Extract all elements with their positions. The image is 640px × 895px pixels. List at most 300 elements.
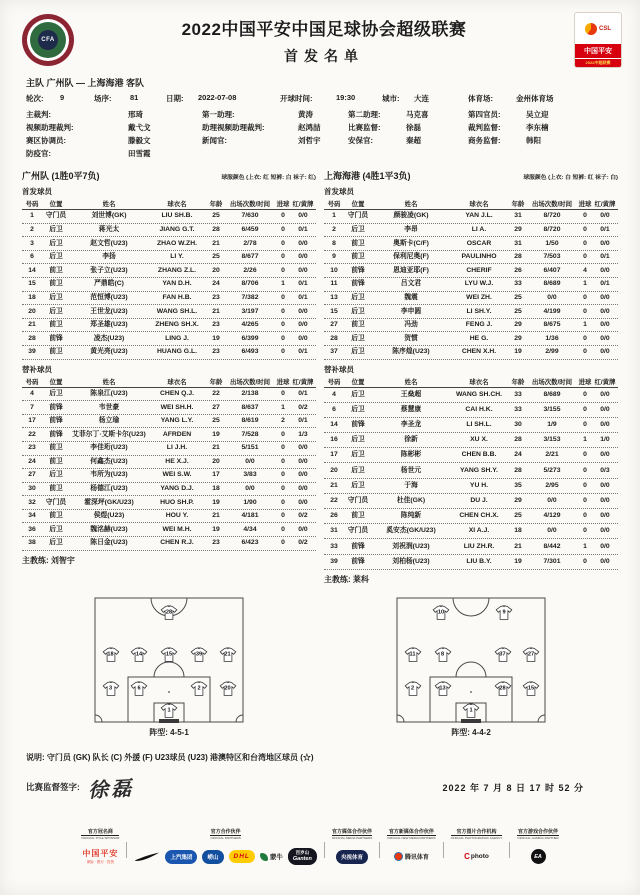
player-name: 奚安杰(GK/U23) <box>386 527 436 535</box>
official-label: 视频助理裁判: <box>26 123 74 132</box>
info-label: 场序: <box>94 94 112 103</box>
player-position: 前锋 <box>49 334 63 342</box>
player-apps: 8/689 <box>543 390 561 398</box>
player-cards: 0/0 <box>600 542 610 550</box>
player-age: 33 <box>514 390 522 398</box>
player-jersey-name: PAULINHO <box>461 253 497 261</box>
player-jersey-name: YANG SH.Y. <box>460 466 498 474</box>
player-name: 陈泉江(U23) <box>90 389 128 397</box>
player-cards: 0/1 <box>298 293 308 301</box>
player-jersey-name: WEI SH.H. <box>160 403 194 411</box>
jersey-number: 2 <box>197 685 201 692</box>
player-cards: 0/0 <box>600 334 610 342</box>
player-goals: 0 <box>281 293 285 301</box>
column-header: 年龄 <box>511 201 525 208</box>
jersey-number: 28 <box>499 685 506 692</box>
player-age: 17 <box>212 471 220 479</box>
player-row <box>22 537 316 551</box>
player-age: 19 <box>514 348 522 356</box>
player-age: 25 <box>514 293 522 301</box>
player-row <box>324 463 618 478</box>
player-position: 后卫 <box>49 389 63 397</box>
player-apps: 8/442 <box>543 542 561 550</box>
player-name: 严鼎皓(C) <box>94 280 124 288</box>
player-position: 前卫 <box>49 485 63 493</box>
player-age: 33 <box>514 280 522 288</box>
player-age: 29 <box>514 321 522 329</box>
player-position: 前卫 <box>351 512 365 520</box>
column-header: 位置 <box>49 378 63 386</box>
player-goals: 0 <box>583 466 587 474</box>
cfa-logo-text: CFA <box>38 30 58 50</box>
column-header: 姓名 <box>102 378 116 386</box>
player-apps: 3/197 <box>241 307 259 315</box>
player-age: 23 <box>212 293 220 301</box>
tencent-sports-logo: 腾讯体育 <box>394 852 429 861</box>
jersey-icon <box>404 681 421 696</box>
player-number: 2 <box>332 225 336 233</box>
player-age: 24 <box>212 280 220 288</box>
player-goals: 0 <box>583 239 587 247</box>
player-jersey-name: YAN D.H. <box>162 280 192 288</box>
player-name: 侯煜(U23) <box>93 512 125 520</box>
column-header: 位置 <box>49 201 63 208</box>
player-row <box>324 479 618 494</box>
sponsor-group-label: 官方游戏合作伙伴 <box>518 828 559 835</box>
header <box>0 0 640 68</box>
jersey-number: 9 <box>502 609 506 616</box>
player-number: 37 <box>330 348 338 356</box>
sponsor-group-label-en: OFFICIAL TITLE SPONSOR <box>81 835 120 840</box>
player-row <box>324 388 618 403</box>
player-age: 28 <box>514 253 522 261</box>
player-name: 郑圣雄(U23) <box>90 321 128 329</box>
player-goals: 0 <box>583 212 587 220</box>
sponsor-group-gaming <box>517 828 558 866</box>
player-goals: 4 <box>583 266 587 274</box>
player-age: 27 <box>212 403 220 411</box>
player-position: 后卫 <box>351 466 365 474</box>
sponsor-group-label-en: OFFICIAL PARTNERS <box>210 835 241 840</box>
player-age: 20 <box>212 457 220 465</box>
away-subs-table <box>324 388 618 570</box>
player-jersey-name: WEI S.W. <box>162 471 192 479</box>
player-cards: 0/1 <box>600 225 610 233</box>
player-cards: 0/0 <box>298 253 308 261</box>
player-name: 李圣龙 <box>400 421 422 429</box>
jersey-icon <box>219 647 236 662</box>
player-row <box>22 415 316 429</box>
player-name: 徐新 <box>404 436 418 444</box>
jersey-icon <box>161 647 178 662</box>
officials-row <box>26 148 614 159</box>
player-name: 霍深坪(GK/U23) <box>84 498 134 506</box>
player-name: 刘柏杨(U23) <box>392 557 430 565</box>
player-position: 后卫 <box>351 348 365 356</box>
jersey-icon <box>523 647 540 662</box>
column-header: 红/黄牌 <box>594 201 616 208</box>
player-name: 韦所为(U23) <box>90 471 128 479</box>
player-age: 23 <box>212 539 220 547</box>
footer-separator <box>509 842 510 858</box>
player-number: 30 <box>28 485 36 493</box>
info-label: 轮次: <box>26 94 44 103</box>
official-label: 裁判监督: <box>468 123 501 132</box>
home-formation <box>22 597 316 738</box>
player-jersey-name: CHEN B.B. <box>461 451 497 459</box>
officials-row <box>26 122 614 133</box>
home-kit-colors: 球服颜色 (上衣: 红 短裤: 白 袜子: 红) <box>221 175 316 181</box>
player-number: 10 <box>330 266 338 274</box>
player-row <box>22 305 316 319</box>
official-label: 第一助理: <box>202 110 235 119</box>
jersey-icon <box>102 681 119 696</box>
player-name: 吕文君 <box>400 280 422 288</box>
player-position: 后卫 <box>49 239 63 247</box>
player-apps: 2/78 <box>243 239 257 247</box>
player-age: 21 <box>212 239 220 247</box>
jersey-number: 11 <box>409 651 416 658</box>
player-jersey-name: ZHAO W.ZH. <box>156 239 198 247</box>
player-age: 25 <box>212 417 220 425</box>
player-goals: 0 <box>281 430 285 438</box>
jersey-icon <box>219 681 236 696</box>
player-cards: 0/0 <box>600 451 610 459</box>
player-number: 3 <box>30 239 34 247</box>
away-coach-label: 主教练: <box>324 574 351 584</box>
player-number: 39 <box>330 557 338 565</box>
player-row <box>22 523 316 537</box>
info-label: 开球时间: <box>280 94 313 103</box>
player-number: 14 <box>28 266 36 274</box>
official-label: 助理视频助理裁判: <box>202 123 265 132</box>
player-goals: 0 <box>281 525 285 533</box>
mengniu-logo: 蒙牛 <box>260 852 283 861</box>
player-number: 39 <box>28 348 36 356</box>
player-number: 20 <box>28 307 36 315</box>
player-cards: 0/0 <box>298 444 308 452</box>
home-coach-label: 主教练: <box>22 555 49 565</box>
official-name: 田雪霞 <box>128 149 151 158</box>
jersey-number: 6 <box>137 685 141 692</box>
player-row <box>22 332 316 346</box>
player-cards: 1/3 <box>298 430 308 438</box>
player-jersey-name: FAN H.B. <box>162 293 192 301</box>
official-name: 黄涛 <box>298 110 313 119</box>
player-apps: 3/83 <box>243 471 257 479</box>
player-goals: 0 <box>583 390 587 398</box>
footer-separator <box>443 842 444 858</box>
column-header: 姓名 <box>404 378 418 386</box>
player-number: 8 <box>332 239 336 247</box>
jersey-number: 15 <box>527 685 535 692</box>
player-position: 后卫 <box>49 225 63 233</box>
player-cards: 1/0 <box>600 436 610 444</box>
player-row <box>324 237 618 251</box>
player-goals: 0 <box>281 212 285 220</box>
player-position: 前锋 <box>351 542 365 550</box>
column-header: 出场次数/时间 <box>531 201 573 208</box>
player-goals: 2 <box>281 417 285 425</box>
player-jersey-name: CHEN X.H. <box>461 348 497 356</box>
player-position: 后卫 <box>49 293 63 301</box>
player-name: 陈彬彬 <box>400 451 422 459</box>
player-number: 1 <box>30 212 34 220</box>
player-age: 21 <box>212 444 220 452</box>
player-age: 28 <box>212 225 220 233</box>
player-apps: 4/265 <box>241 321 259 329</box>
jersey-icon <box>434 647 451 662</box>
player-position: 后卫 <box>351 481 365 489</box>
player-jersey-name: ZHANG Z.L. <box>157 266 197 274</box>
player-apps: 8/619 <box>241 417 259 425</box>
player-apps: 4/129 <box>543 512 561 520</box>
jersey-number: 39 <box>195 651 203 658</box>
jersey-icon <box>463 704 480 719</box>
home-subs-label: 替补球员 <box>22 364 52 374</box>
jersey-icon <box>131 681 148 696</box>
player-row <box>22 388 316 402</box>
player-row <box>22 278 316 292</box>
player-row <box>324 494 618 509</box>
player-row <box>324 433 618 448</box>
player-name: 张子立(U23) <box>90 266 128 274</box>
jersey-number: 1 <box>167 707 171 714</box>
player-age: 21 <box>212 307 220 315</box>
official-label: 赛区协调员: <box>26 136 66 145</box>
jersey-icon <box>494 647 511 662</box>
player-cards: 0/0 <box>600 212 610 220</box>
player-cards: 0/2 <box>298 403 308 411</box>
player-apps: 2/138 <box>241 389 259 397</box>
info-label: 体育场: <box>468 94 493 103</box>
player-row <box>22 237 316 251</box>
player-jersey-name: HOU Y. <box>165 512 189 520</box>
player-row <box>22 292 316 306</box>
jersey-number: 3 <box>108 685 113 692</box>
official-name: 马克喜 <box>406 110 429 119</box>
column-header: 球衣名 <box>469 201 489 208</box>
player-row <box>324 264 618 278</box>
column-header: 进球 <box>276 378 290 386</box>
footer-separator <box>379 842 380 858</box>
player-goals: 0 <box>281 253 285 261</box>
info-value: 9 <box>60 93 65 102</box>
player-cards: 0/0 <box>600 293 610 301</box>
player-age: 25 <box>514 307 522 315</box>
player-cards: 0/0 <box>600 266 610 274</box>
player-apps: 8/720 <box>543 212 561 220</box>
player-jersey-name: AFRDEN <box>162 430 192 438</box>
player-jersey-name: LIU SH.B. <box>161 212 193 220</box>
player-apps: 6/407 <box>543 266 561 274</box>
player-apps: 1/90 <box>243 498 257 506</box>
column-header: 球衣名 <box>167 378 187 386</box>
jersey-number: 28 <box>165 609 173 616</box>
player-position: 前锋 <box>351 266 365 274</box>
player-age: 29 <box>514 497 522 505</box>
info-value: 大连 <box>414 94 429 103</box>
csl-badge-top: CSL <box>599 25 611 32</box>
csl-badge-mid: 中国平安 <box>575 44 621 58</box>
player-jersey-name: YANG D.J. <box>160 485 194 493</box>
player-jersey-name: LIU B.Y. <box>466 557 492 565</box>
player-number: 2 <box>30 225 34 233</box>
away-starters-table <box>324 210 618 360</box>
player-name: 黄光亮(U23) <box>90 348 128 356</box>
player-age: 19 <box>212 430 220 438</box>
player-row <box>22 264 316 278</box>
player-age: 31 <box>514 239 522 247</box>
player-position: 后卫 <box>351 307 365 315</box>
player-number: 20 <box>330 466 338 474</box>
player-apps: 1/50 <box>545 239 559 247</box>
player-position: 守门员 <box>45 212 67 220</box>
player-name: 魏震 <box>404 293 418 301</box>
player-age: 25 <box>212 253 220 261</box>
player-apps: 0/0 <box>547 497 557 505</box>
home-subs-header <box>22 377 316 388</box>
player-jersey-name: WEI M.H. <box>162 525 192 533</box>
player-jersey-name: HUANG G.L. <box>156 348 198 356</box>
sponsor-group-label-en: OFFICIAL MEDIA PARTNERS <box>331 835 373 840</box>
column-header: 位置 <box>351 201 365 208</box>
jersey-number: 2 <box>410 685 415 692</box>
player-goals: 1 <box>583 280 587 288</box>
player-age: 18 <box>212 485 220 493</box>
player-goals: 0 <box>281 266 285 274</box>
player-number: 4 <box>30 389 34 397</box>
player-cards: 0/0 <box>600 527 610 535</box>
player-goals: 0 <box>583 557 587 565</box>
official-name: 刘哲宇 <box>298 136 321 145</box>
player-number: 22 <box>330 497 338 505</box>
player-cards: 0/1 <box>298 225 308 233</box>
player-age: 23 <box>212 348 220 356</box>
player-number: 31 <box>330 527 338 535</box>
cfa-logo-icon <box>22 14 74 66</box>
player-cards: 0/1 <box>600 253 610 261</box>
player-position: 前卫 <box>49 266 63 274</box>
jersey-icon <box>191 647 208 662</box>
player-name: 艾菲尔丁·艾斯卡尔(U23) <box>72 430 146 438</box>
player-apps: 5/273 <box>543 466 561 474</box>
official-label: 商务监督: <box>468 136 501 145</box>
player-number: 27 <box>330 321 338 329</box>
player-apps: 6/423 <box>241 539 259 547</box>
formation-diagrams <box>0 585 640 738</box>
player-jersey-name: JIANG G.T. <box>159 225 195 233</box>
away-subs-label: 替补球员 <box>324 364 354 374</box>
player-position: 前锋 <box>49 403 63 411</box>
player-jersey-name: OSCAR <box>466 239 492 247</box>
player-name: 蒋光太 <box>98 225 120 233</box>
match-teams-line: 主队 广州队 — 上海海港 客队 <box>26 78 145 88</box>
player-goals: 1 <box>583 542 587 550</box>
jersey-icon <box>433 606 450 621</box>
player-number: 9 <box>332 253 336 261</box>
jersey-number: 27 <box>527 651 535 658</box>
player-row <box>22 210 316 224</box>
player-cards: 0/0 <box>600 348 610 356</box>
player-position: 后卫 <box>49 539 63 547</box>
player-goals: 0 <box>583 497 587 505</box>
player-goals: 0 <box>281 457 285 465</box>
player-row <box>22 251 316 265</box>
player-apps: 8/706 <box>241 280 259 288</box>
player-goals: 0 <box>281 225 285 233</box>
player-goals: 0 <box>281 539 285 547</box>
player-jersey-name: LING J. <box>165 334 189 342</box>
player-age: 22 <box>212 389 220 397</box>
player-jersey-name: YU H. <box>469 481 489 489</box>
player-position: 前卫 <box>351 321 365 329</box>
player-number: 27 <box>28 471 36 479</box>
player-position: 后卫 <box>351 405 365 413</box>
player-number: 34 <box>28 512 36 520</box>
player-number: 17 <box>28 417 36 425</box>
player-cards: 0/1 <box>298 280 308 288</box>
away-coach-name: 莱科 <box>352 574 369 584</box>
player-apps: 7/528 <box>241 430 259 438</box>
match-info <box>0 89 640 159</box>
jersey-number: 15 <box>165 651 173 658</box>
match-info-row <box>26 93 614 104</box>
player-age: 24 <box>514 451 522 459</box>
column-header: 球衣名 <box>167 201 187 208</box>
player-cards: 0/0 <box>298 485 308 493</box>
player-goals: 0 <box>281 321 285 329</box>
player-age: 25 <box>212 212 220 220</box>
player-name: 陈纯新 <box>400 512 422 520</box>
player-age: 18 <box>514 527 522 535</box>
player-cards: 0/0 <box>298 471 308 479</box>
column-header: 姓名 <box>102 201 116 208</box>
player-apps: 7/382 <box>241 293 259 301</box>
player-jersey-name: WANG SH.L. <box>156 307 198 315</box>
sponsor-group-label: 官方新媒体合作伙伴 <box>388 828 434 835</box>
official-name: 徐磊 <box>406 123 421 132</box>
player-cards: 0/0 <box>600 405 610 413</box>
player-number: 6 <box>332 405 336 413</box>
player-age: 19 <box>212 525 220 533</box>
pingan-logo: 中国平安 保险 · 银行 · 投资 <box>82 849 119 865</box>
player-number: 28 <box>330 334 338 342</box>
official-name: 韩阳 <box>526 136 541 145</box>
column-header: 号码 <box>327 378 341 386</box>
player-number: 7 <box>30 403 34 411</box>
player-name: 杨世元 <box>400 466 422 474</box>
player-cards: 0/0 <box>298 457 308 465</box>
jersey-number: 37 <box>499 651 506 658</box>
away-starters-label: 首发球员 <box>324 187 354 196</box>
player-cards: 0/1 <box>298 389 308 397</box>
player-row <box>22 496 316 510</box>
player-age: 19 <box>514 557 522 565</box>
player-position: 前锋 <box>49 430 63 438</box>
sponsor-group-title <box>81 828 119 866</box>
player-position: 后卫 <box>351 293 365 301</box>
player-cards: 0/2 <box>298 539 308 547</box>
column-header: 进球 <box>276 201 290 208</box>
player-row <box>324 319 618 333</box>
player-position: 后卫 <box>351 451 365 459</box>
player-row <box>324 210 618 224</box>
player-number: 14 <box>330 421 338 429</box>
player-position: 前卫 <box>49 280 63 288</box>
player-position: 前锋 <box>351 280 365 288</box>
player-apps: 8/637 <box>241 403 259 411</box>
